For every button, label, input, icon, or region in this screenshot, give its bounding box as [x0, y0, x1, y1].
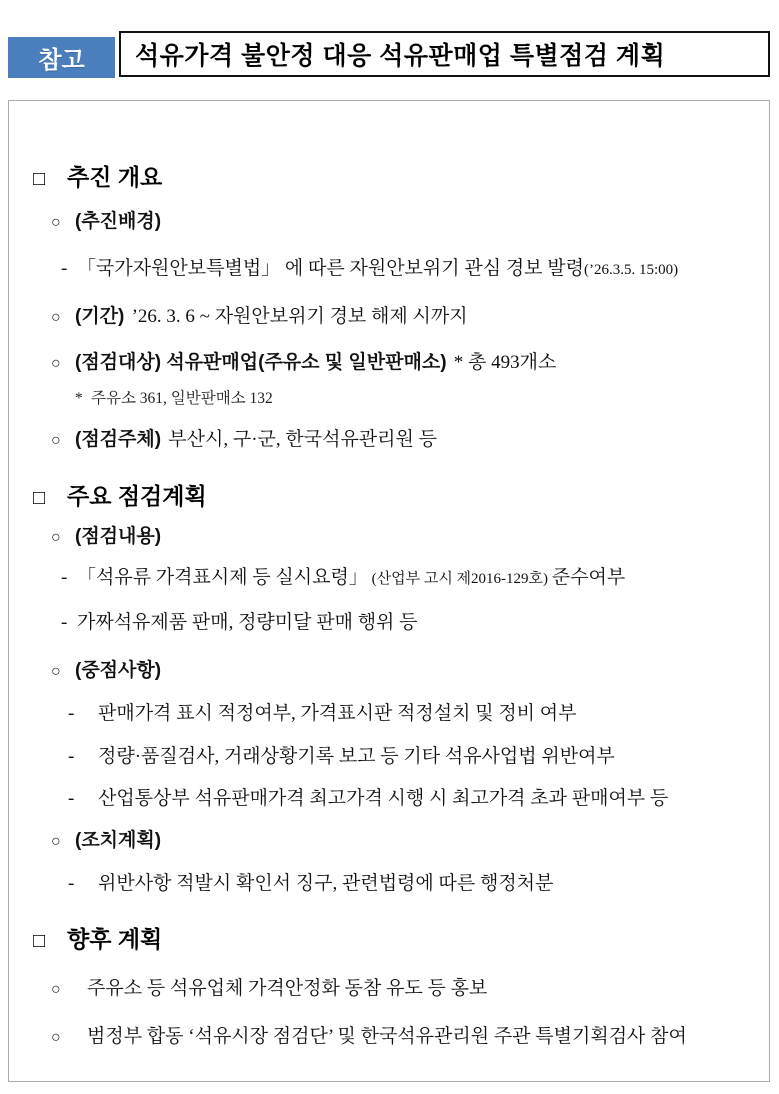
list-item: [21, 254, 751, 285]
dash-bullet-icon: -: [61, 567, 68, 588]
list-item: [21, 608, 751, 638]
section-heading: [21, 923, 751, 957]
footnote-text: 주유소 361, 일반판매소 132: [91, 390, 273, 407]
dash-bullet-icon: -: [68, 703, 75, 724]
line-content: [87, 1022, 751, 1052]
line-text: 부산시, 구·군, 한국석유관리원 등: [168, 429, 437, 450]
dash-bullet-icon: -: [61, 612, 68, 633]
section-heading-text: 향후 계획: [67, 926, 163, 952]
line-label: (기간): [75, 306, 125, 327]
line-content: [75, 425, 751, 455]
list-item: [21, 425, 751, 456]
line-content: [98, 742, 751, 772]
line-small-text: (산업부 고시 제2016-129호): [367, 571, 552, 587]
circle-bullet-icon: ○: [51, 981, 61, 998]
line-content: [75, 656, 751, 686]
line-text: 「국가자원안보특별법」 에 따른 자원안보위기 관심 경보 발령: [77, 258, 584, 279]
line-label: (중점사항): [75, 660, 162, 681]
line-content: [98, 784, 751, 814]
square-bullet-icon: □: [33, 930, 46, 952]
line-text: 위반사항 적발시 확인서 징구, 관련법령에 따른 행정처분: [98, 873, 554, 894]
line-text: 「석유류 가격표시제 등 실시요령」: [77, 567, 368, 588]
list-item: [21, 522, 751, 553]
line-small-text: (’26.3.5. 15:00): [584, 262, 679, 278]
line-text: 판매가격 표시 적정여부, 가격표시판 적정설치 및 정비 여부: [98, 703, 577, 724]
line-content: [87, 974, 751, 1004]
document-body: [8, 100, 770, 1082]
circle-bullet-icon: ○: [51, 529, 61, 546]
line-label: (조치계획): [75, 830, 162, 851]
list-item: [21, 656, 751, 687]
list-item: [21, 348, 751, 379]
circle-bullet-icon: ○: [51, 432, 61, 449]
line-text: * 총 493개소: [453, 352, 557, 373]
line-content: [98, 869, 751, 899]
list-item: [21, 869, 751, 899]
section-heading-text: 주요 점검계획: [67, 483, 207, 509]
circle-bullet-icon: ○: [51, 309, 61, 326]
reference-tag-label: 참고: [38, 47, 85, 74]
asterisk-bullet-icon: *: [75, 390, 83, 407]
circle-bullet-icon: ○: [51, 1029, 61, 1046]
list-item: [21, 784, 751, 814]
circle-bullet-icon: ○: [51, 663, 61, 680]
line-tail-text: 준수여부: [551, 567, 626, 588]
reference-tag: [8, 37, 115, 78]
line-text: 가짜석유제품 판매, 정량미달 판매 행위 등: [77, 612, 418, 633]
list-item: [21, 1022, 751, 1053]
circle-bullet-icon: ○: [51, 355, 61, 372]
line-content: [75, 207, 751, 237]
line-content: [75, 348, 751, 378]
line-content: [75, 302, 751, 332]
list-item: [21, 742, 751, 772]
list-item: [21, 302, 751, 333]
list-item: [21, 974, 751, 1005]
list-item: [21, 699, 751, 729]
line-content: [75, 826, 751, 856]
line-text: 주유소 등 석유업체 가격안정화 동참 유도 등 홍보: [87, 978, 488, 999]
line-label: (점검내용): [75, 526, 162, 547]
section-heading: [21, 161, 751, 195]
dash-bullet-icon: -: [68, 746, 75, 767]
line-text: 범정부 합동 ‘석유시장 점검단’ 및 한국석유관리원 주관 특별기획검사 참여: [87, 1026, 687, 1047]
line-label: (추진배경): [75, 211, 162, 232]
page-title: 석유가격 불안정 대응 석유판매업 특별점검 계획: [135, 42, 666, 70]
document-title-box: [119, 31, 770, 77]
dash-bullet-icon: -: [61, 258, 68, 279]
list-item: [21, 207, 751, 238]
section-heading-text: 추진 개요: [67, 164, 163, 190]
list-item: [21, 826, 751, 857]
line-text: 산업통상부 석유판매가격 최고가격 시행 시 최고가격 초과 판매여부 등: [98, 788, 669, 809]
dash-bullet-icon: -: [68, 788, 75, 809]
line-text: 정량·품질검사, 거래상황기록 보고 등 기타 석유사업법 위반여부: [98, 746, 615, 767]
line-label: (점검대상) 석유판매업(주유소 및 일반판매소): [75, 352, 447, 373]
circle-bullet-icon: ○: [51, 833, 61, 850]
line-text: ’26. 3. 6 ~ 자원안보위기 경보 해제 시까지: [131, 306, 468, 327]
square-bullet-icon: □: [33, 487, 46, 509]
footnote: [21, 387, 751, 411]
circle-bullet-icon: ○: [51, 214, 61, 231]
line-content: [98, 699, 751, 729]
square-bullet-icon: □: [33, 168, 46, 190]
list-item: [21, 563, 751, 594]
line-content: [77, 608, 751, 638]
section-heading: [21, 480, 751, 514]
line-content: [75, 522, 751, 552]
line-content: [77, 254, 751, 285]
line-label: (점검주체): [75, 429, 162, 450]
dash-bullet-icon: -: [68, 873, 75, 894]
line-content: [77, 563, 751, 594]
